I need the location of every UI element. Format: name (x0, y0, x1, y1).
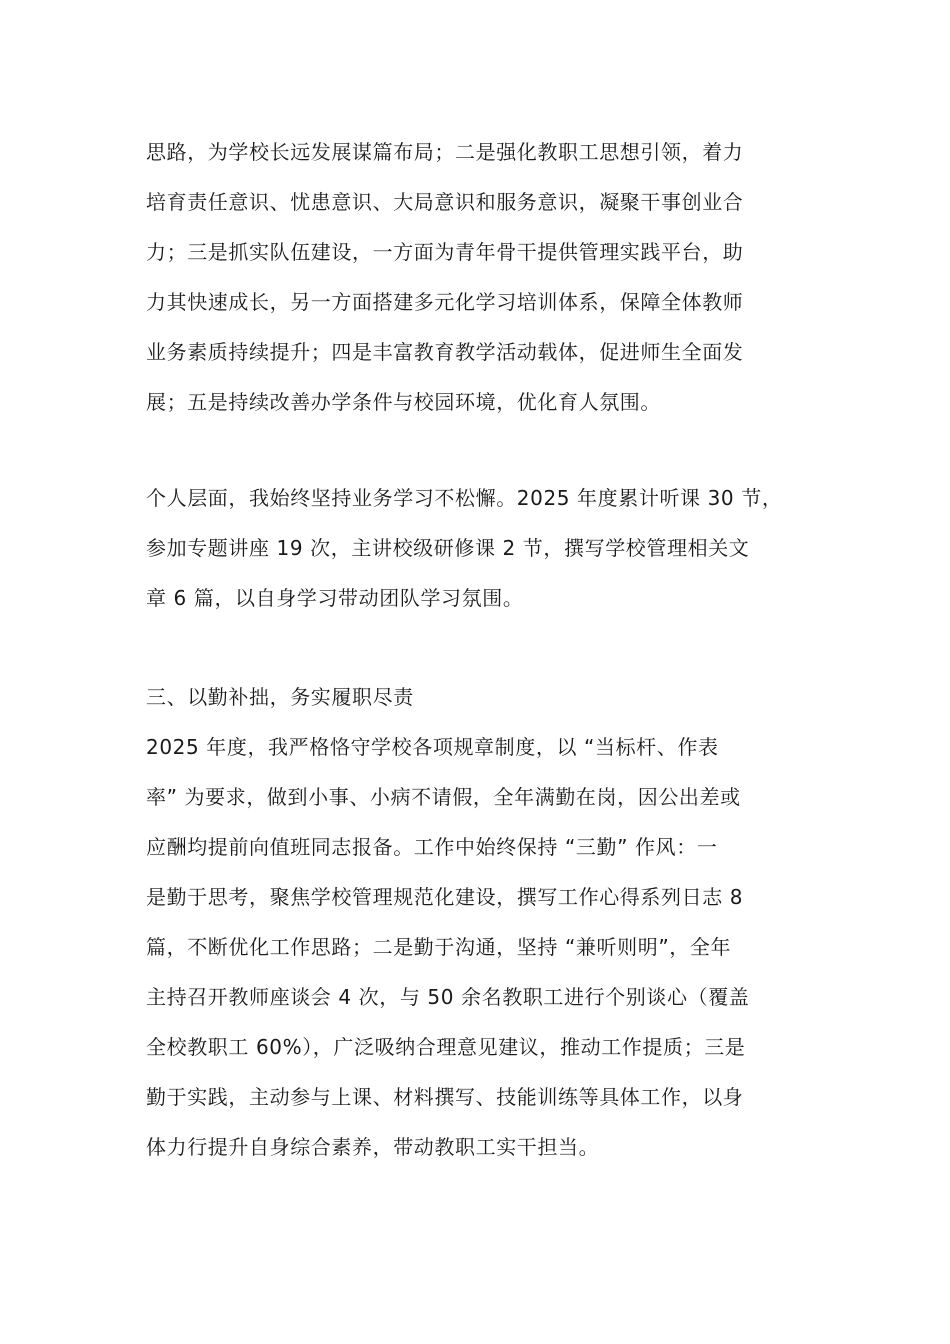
paragraph-line: 应酬均提前向值班同志报备。工作中始终保持 “三勤” 作风：一 (146, 835, 718, 859)
paragraph-line: 思路，为学校长远发展谋篇布局；二是强化教职工思想引领，着力 (146, 140, 744, 164)
paragraph-line: 率” 为要求，做到小事、小病不请假，全年满勤在岗，因公出差或 (146, 785, 741, 809)
paragraph-line: 全校教职工 60%），广泛吸纳合理意见建议，推动工作提质；三是 (146, 1035, 746, 1059)
paragraph-line: 培育责任意识、忧患意识、大局意识和服务意识，凝聚干事创业合 (146, 190, 744, 214)
paragraph-line: 力其快速成长，另一方面搭建多元化学习培训体系，保障全体教师 (146, 290, 744, 314)
paragraph-line: 篇，不断优化工作思路；二是勤于沟通，坚持 “兼听则明”，全年 (146, 935, 732, 959)
paragraph-line: 勤于实践，主动参与上课、材料撰写、技能训练等具体工作，以身 (146, 1085, 744, 1109)
paragraph-line: 力；三是抓实队伍建设，一方面为青年骨干提供管理实践平台，助 (146, 240, 744, 264)
paragraph-line: 展；五是持续改善办学条件与校园环境，优化育人氛围。 (146, 390, 661, 414)
section-heading (146, 672, 836, 722)
paragraph-line: 业务素质持续提升；四是丰富教育教学活动载体，促进师生全面发 (146, 340, 744, 364)
section-heading-text: 三、以勤补拙，务实履职尽责 (146, 685, 414, 709)
paragraph-line: 个人层面，我始终坚持业务学习不松懈。2025 年度累计听课 30 节， (146, 486, 783, 510)
paragraph-line: 是勤于思考，聚焦学校管理规范化建设，撰写工作心得系列日志 8 (146, 885, 744, 909)
paragraph-diligence (146, 722, 836, 1172)
paragraph-line: 章 6 篇，以自身学习带动团队学习氛围。 (146, 586, 524, 610)
paragraph-line: 参加专题讲座 19 次，主讲校级研修课 2 节，撰写学校管理相关文 (146, 536, 750, 560)
paragraph-line: 2025 年度，我严格恪守学校各项规章制度，以 “当标杆、作表 (146, 735, 719, 759)
paragraph-personal-learning (146, 473, 836, 623)
paragraph-leadership-work (146, 127, 836, 427)
paragraph-line: 体力行提升自身综合素养，带动教职工实干担当。 (146, 1135, 600, 1159)
paragraph-line: 主持召开教师座谈会 4 次，与 50 余名教职工进行个别谈心（覆盖 (146, 985, 750, 1009)
